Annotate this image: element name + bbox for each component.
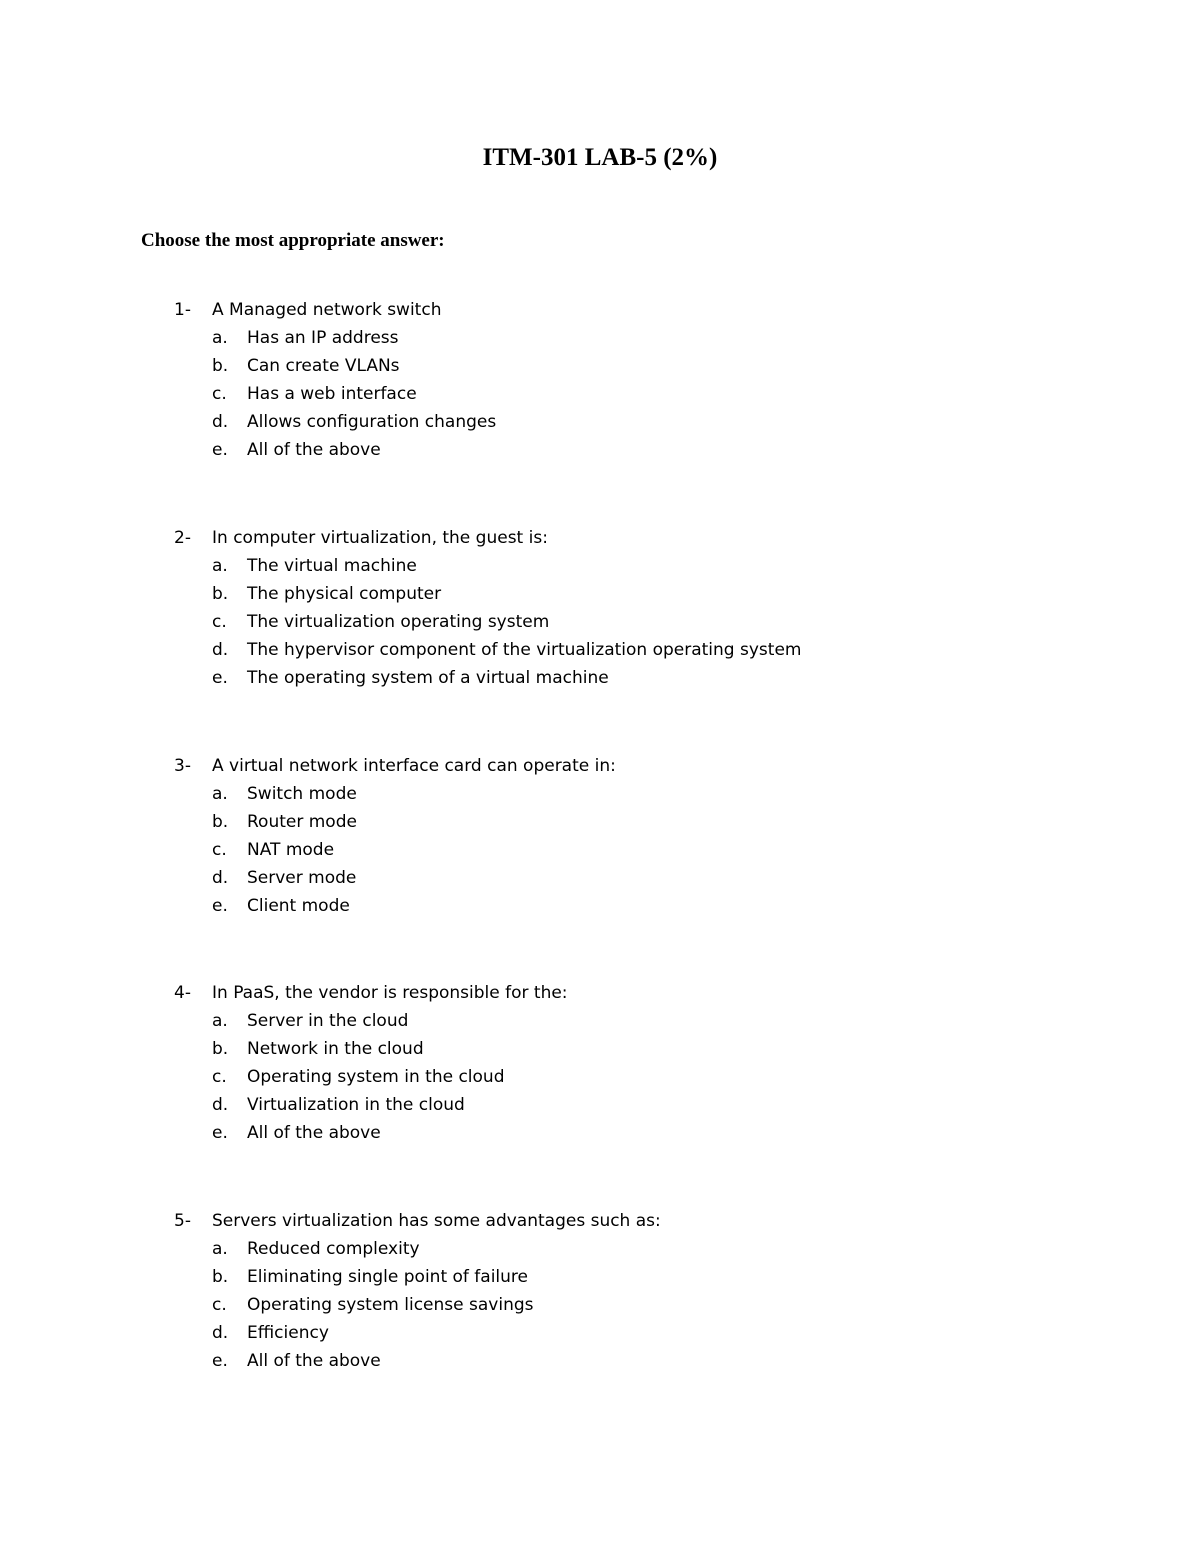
- option-text: Allows configuration changes: [247, 412, 497, 432]
- option-text: Server mode: [247, 868, 357, 888]
- option-letter: b.: [212, 356, 229, 376]
- answer-option: [0, 1347, 1200, 1375]
- answer-option: [0, 324, 1200, 352]
- answer-option: [0, 1235, 1200, 1263]
- question-text: In PaaS, the vendor is responsible for the:: [212, 983, 568, 1003]
- answer-option: [0, 1319, 1200, 1347]
- answer-option: [0, 864, 1200, 892]
- option-letter: c.: [212, 384, 227, 404]
- answer-option: [0, 636, 1200, 664]
- question-stem: [0, 752, 1200, 780]
- question-number: 2-: [174, 528, 191, 548]
- answer-option: [0, 836, 1200, 864]
- answer-option: [0, 1007, 1200, 1035]
- option-letter: a.: [212, 1239, 228, 1259]
- option-text: Virtualization in the cloud: [247, 1095, 465, 1115]
- answer-option: [0, 352, 1200, 380]
- option-letter: c.: [212, 1295, 227, 1315]
- option-letter: e.: [212, 668, 228, 688]
- option-letter: c.: [212, 1067, 227, 1087]
- answer-option: [0, 808, 1200, 836]
- option-letter: d.: [212, 640, 229, 660]
- question-stem: [0, 524, 1200, 552]
- option-text: The physical computer: [247, 584, 442, 604]
- answer-option: [0, 1263, 1200, 1291]
- answer-option: [0, 552, 1200, 580]
- question-text: A virtual network interface card can operate in:: [212, 756, 616, 776]
- question-5: [0, 1207, 1200, 1375]
- option-text: The virtual machine: [247, 556, 417, 576]
- option-text: The virtualization operating system: [247, 612, 550, 632]
- answer-option: [0, 892, 1200, 920]
- answer-option: [0, 1291, 1200, 1319]
- option-text: All of the above: [247, 440, 381, 460]
- question-text: In computer virtualization, the guest is:: [212, 528, 548, 548]
- option-text: The operating system of a virtual machine: [247, 668, 609, 688]
- answer-option: [0, 1063, 1200, 1091]
- question-text: A Managed network switch: [212, 300, 442, 320]
- option-text: Efficiency: [247, 1323, 329, 1343]
- option-letter: e.: [212, 1123, 228, 1143]
- option-letter: e.: [212, 1351, 228, 1371]
- option-letter: e.: [212, 896, 228, 916]
- option-text: Operating system license savings: [247, 1295, 534, 1315]
- option-letter: b.: [212, 1039, 229, 1059]
- option-text: NAT mode: [247, 840, 335, 860]
- option-letter: a.: [212, 328, 228, 348]
- answer-option: [0, 380, 1200, 408]
- option-letter: d.: [212, 412, 229, 432]
- option-text: Switch mode: [247, 784, 357, 804]
- document-title: ITM-301 LAB-5 (2%): [482, 144, 718, 171]
- option-letter: a.: [212, 1011, 228, 1031]
- answer-option: [0, 1091, 1200, 1119]
- option-text: All of the above: [247, 1351, 381, 1371]
- question-stem: [0, 296, 1200, 324]
- option-text: Router mode: [247, 812, 357, 832]
- option-letter: e.: [212, 440, 228, 460]
- answer-option: [0, 580, 1200, 608]
- option-letter: b.: [212, 812, 229, 832]
- answer-option: [0, 780, 1200, 808]
- answer-option: [0, 608, 1200, 636]
- question-stem: [0, 979, 1200, 1007]
- option-text: Has a web interface: [247, 384, 417, 404]
- answer-option: [0, 408, 1200, 436]
- option-letter: c.: [212, 612, 227, 632]
- option-text: The hypervisor component of the virtualization operating system: [247, 640, 802, 660]
- option-letter: d.: [212, 1095, 229, 1115]
- instruction-text: Choose the most appropriate answer:: [141, 230, 445, 251]
- question-number: 1-: [174, 300, 191, 320]
- answer-option: [0, 436, 1200, 464]
- question-4: [0, 979, 1200, 1147]
- question-number: 5-: [174, 1211, 191, 1231]
- option-text: Client mode: [247, 896, 350, 916]
- option-text: Reduced complexity: [247, 1239, 420, 1259]
- option-text: Has an IP address: [247, 328, 399, 348]
- question-text: Servers virtualization has some advantages such as:: [212, 1211, 661, 1231]
- option-letter: d.: [212, 1323, 229, 1343]
- question-number: 4-: [174, 983, 191, 1003]
- option-letter: b.: [212, 1267, 229, 1287]
- answer-option: [0, 664, 1200, 692]
- option-text: Network in the cloud: [247, 1039, 424, 1059]
- option-letter: a.: [212, 784, 228, 804]
- question-stem: [0, 1207, 1200, 1235]
- option-letter: a.: [212, 556, 228, 576]
- answer-option: [0, 1035, 1200, 1063]
- option-text: Eliminating single point of failure: [247, 1267, 528, 1287]
- option-text: Can create VLANs: [247, 356, 400, 376]
- option-text: Server in the cloud: [247, 1011, 409, 1031]
- question-1: [0, 296, 1200, 464]
- question-2: [0, 524, 1200, 692]
- question-3: [0, 752, 1200, 920]
- question-number: 3-: [174, 756, 191, 776]
- option-letter: c.: [212, 840, 227, 860]
- option-letter: b.: [212, 584, 229, 604]
- option-letter: d.: [212, 868, 229, 888]
- option-text: All of the above: [247, 1123, 381, 1143]
- answer-option: [0, 1119, 1200, 1147]
- option-text: Operating system in the cloud: [247, 1067, 505, 1087]
